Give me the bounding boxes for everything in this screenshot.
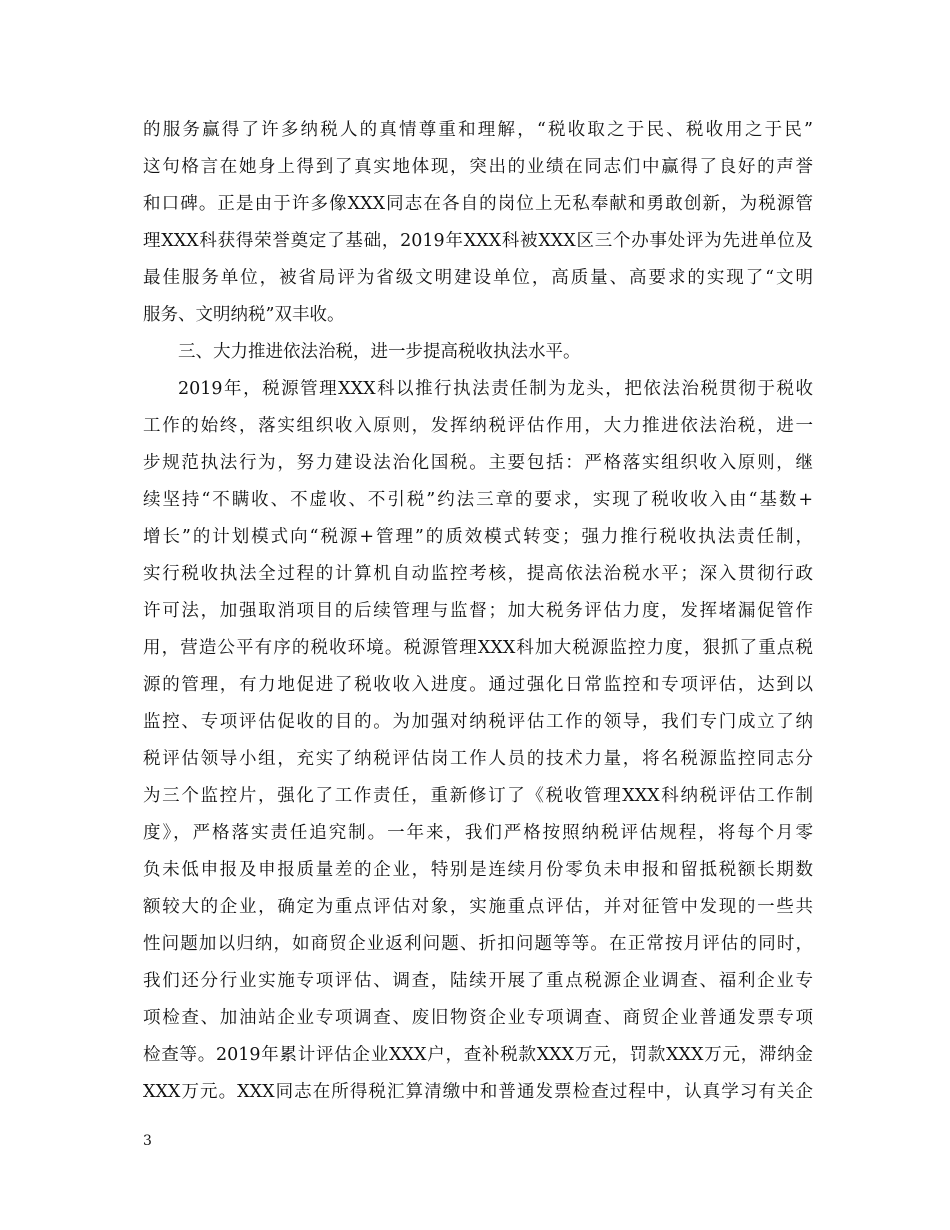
text-line: 2019年，税源管理XXX科以推行执法责任制为龙头，把依法治税贯彻于税收: [178, 379, 813, 399]
text-line: 负未低申报及申报质量差的企业，特别是连续月份零负未申报和留抵税额长期数: [143, 860, 813, 880]
text-line: 和口碑。正是由于许多像XXX同志在各自的岗位上无私奉献和勇敢创新，为税源管: [143, 194, 813, 214]
text-line: 增长”的计划模式向“税源+管理”的质效模式转变；强力推行税收执法责任制，: [143, 527, 813, 547]
text-line: 理XXX科获得荣誉奠定了基础，2019年XXX科被XXX区三个办事处评为先进单位及: [143, 231, 813, 251]
text-line: 性问题加以归纳，如商贸企业返利问题、折扣问题等等。在正常按月评估的同时，: [143, 934, 813, 954]
text-line: 的服务赢得了许多纳税人的真情尊重和理解，“税收取之于民、税收用之于民”: [143, 120, 813, 140]
text-line: 监控、专项评估促收的目的。为加强对纳税评估工作的领导，我们专门成立了纳: [143, 712, 813, 732]
text-line: 服务、文明纳税”双丰收。: [143, 305, 345, 325]
text-line: 工作的始终，落实组织收入原则，发挥纳税评估作用，大力推进依法治税，进一: [143, 416, 813, 436]
text-line: 项检查、加油站企业专项调查、废旧物资企业专项调查、商贸企业普通发票专项: [143, 1008, 813, 1028]
text-line: 实行税收执法全过程的计算机自动监控考核，提高依法治税水平；深入贯彻行政: [143, 564, 813, 584]
page-number: 3: [143, 1133, 152, 1149]
text-line: 这句格言在她身上得到了真实地体现，突出的业绩在同志们中赢得了良好的声誉: [143, 157, 813, 177]
text-line: 检查等。2019年累计评估企业XXX户，查补税款XXX万元，罚款XXX万元，滞纳金: [143, 1045, 813, 1065]
text-line: 税评估领导小组，充实了纳税评估岗工作人员的技术力量，将名税源监控同志分: [143, 749, 813, 769]
text-line: 三、大力推进依法治税，进一步提高税收执法水平。: [178, 342, 581, 362]
body-text: [143, 112, 813, 1111]
text-line: 步规范执法行为，努力建设法治化国税。主要包括：严格落实组织收入原则，继: [143, 453, 813, 473]
text-line: 续坚持“不瞒收、不虚收、不引税”约法三章的要求，实现了税收收入由“基数+: [143, 490, 813, 510]
text-line: XXX万元。XXX同志在所得税汇算清缴中和普通发票检查过程中，认真学习有关企: [143, 1082, 813, 1102]
text-line: 源的管理，有力地促进了税收收入进度。通过强化日常监控和专项评估，达到以: [143, 675, 813, 695]
text-line: 最佳服务单位，被省局评为省级文明建设单位，高质量、高要求的实现了“文明: [143, 268, 813, 288]
text-line: 用，营造公平有序的税收环境。税源管理XXX科加大税源监控力度，狠抓了重点税: [143, 638, 813, 658]
text-line: 我们还分行业实施专项评估、调查，陆续开展了重点税源企业调查、福利企业专: [143, 971, 813, 991]
text-line: 度》，严格落实责任追究制。一年来，我们严格按照纳税评估规程，将每个月零: [143, 823, 813, 843]
text-line: 许可法，加强取消项目的后续管理与监督；加大税务评估力度，发挥堵漏促管作: [143, 601, 813, 621]
text-line: 额较大的企业，确定为重点评估对象，实施重点评估，并对征管中发现的一些共: [143, 897, 813, 917]
text-line: 为三个监控片，强化了工作责任，重新修订了《税收管理XXX科纳税评估工作制: [143, 786, 813, 806]
